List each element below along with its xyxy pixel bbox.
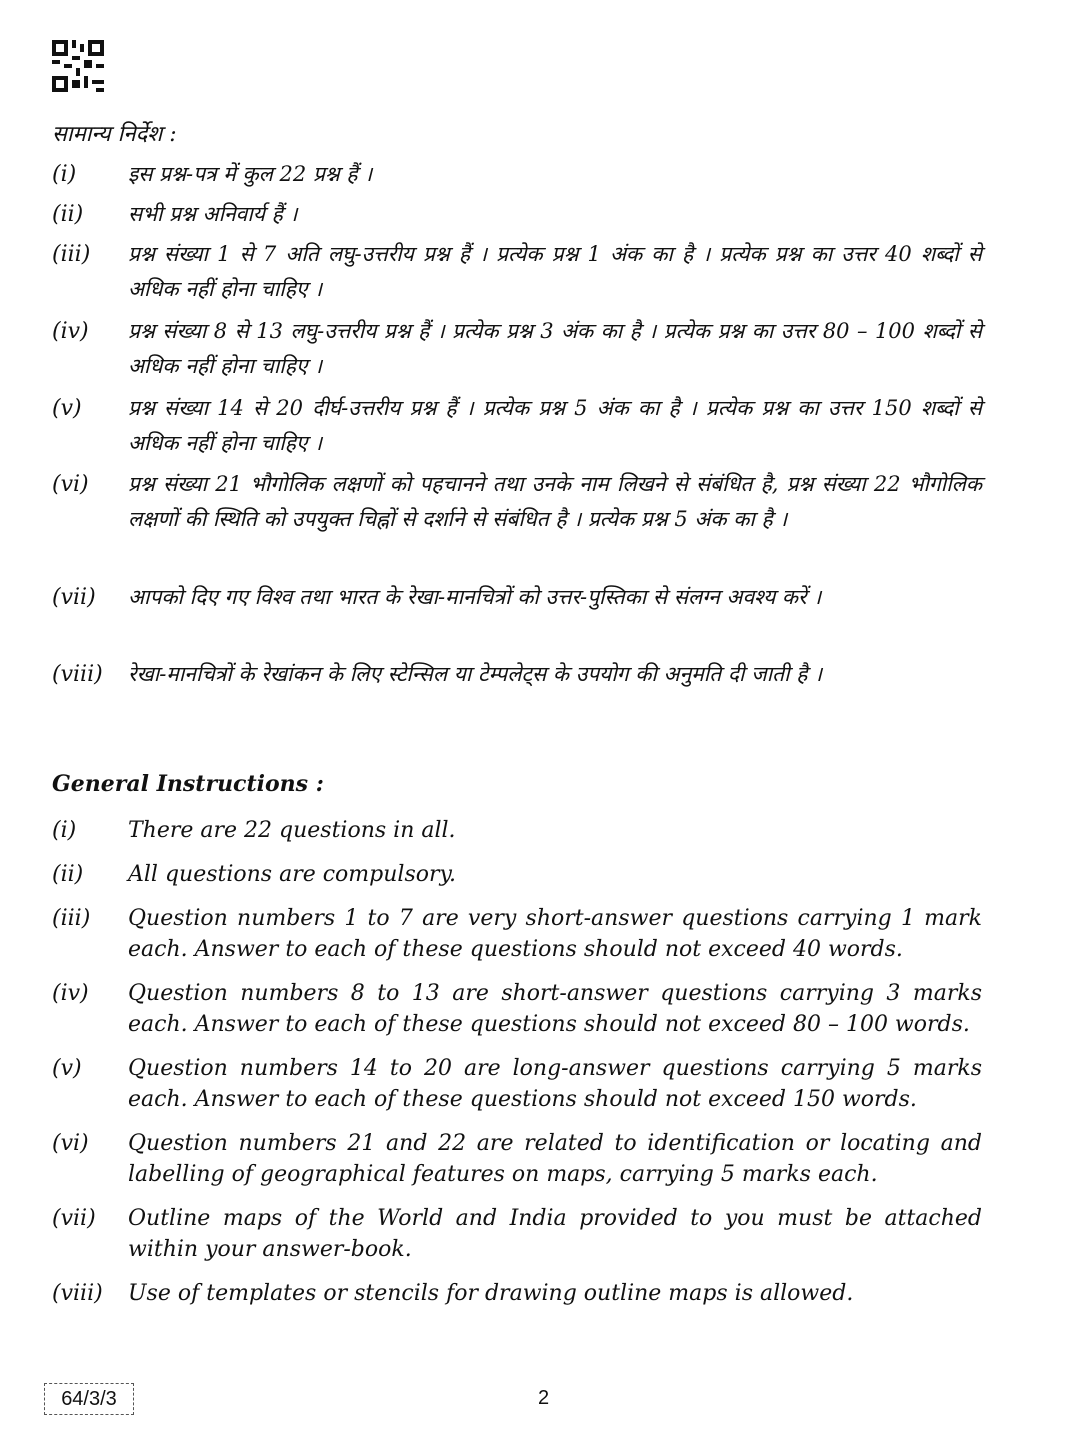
item-text: प्रश्न संख्या 21 भौगोलिक लक्षणों को पहचानने तथा उनके नाम लिखने से संबंधित है, प्रश्न संख्या 22 भौगोलिक लक्षणों की स्थिति को उपयुक्त चिह्नों से दर्शाने से संबंधित है । प्रत्येक प्रश्न 5 अंक का है । [128, 472, 982, 531]
item-text: All questions are compulsory. [128, 862, 457, 887]
item-text: प्रश्न संख्या 14 से 20 दीर्घ-उत्तरीय प्रश्न हैं । प्रत्येक प्रश्न 5 अंक का है । प्रत्येक प्रश्न का उत्तर 150 शब्दों से अधिक नहीं होना चाहिए । [128, 396, 982, 455]
item-number: (iv) [52, 981, 89, 1006]
item-number: (i) [52, 818, 77, 843]
item-text: Question numbers 8 to 13 are short-answer questions carrying 3 marks each. Answer to each of these questions should not exceed 80 – 100 words. [128, 981, 982, 1037]
item-text: Question numbers 14 to 20 are long-answer questions carrying 5 marks each. Answer to each of these questions should not exceed 150 words. [128, 1056, 982, 1112]
item-text: There are 22 questions in all. [128, 818, 456, 843]
item-text: रेखा-मानचित्रों के रेखांकन के लिए स्टेन्सिल या टेम्पलेट्स के उपयोग की अनुमति दी जाती है । [128, 662, 823, 686]
item-number: (ii) [52, 862, 84, 887]
item-text: Outline maps of the World and India provided to you must be attached within your answer-book. [128, 1206, 982, 1262]
item-number: (v) [52, 1056, 82, 1081]
item-text: इस प्रश्न-पत्र में कुल 22 प्रश्न हैं । [128, 162, 373, 186]
item-number: (vii) [52, 585, 96, 610]
item-text: सभी प्रश्न अनिवार्य हैं । [128, 202, 298, 226]
item-number: (iii) [52, 906, 91, 931]
item-number: (vi) [52, 472, 89, 497]
item-text: Question numbers 1 to 7 are very short-answer questions carrying 1 mark each. Answer to each of these questions should not exceed 40 words. [128, 906, 982, 962]
item-text: प्रश्न संख्या 8 से 13 लघु-उत्तरीय प्रश्न हैं । प्रत्येक प्रश्न 3 अंक का है । प्रत्येक प्रश्न का उत्तर 80 – 100 शब्दों से अधिक नहीं होना चाहिए । [128, 319, 982, 378]
item-number: (iii) [52, 242, 91, 267]
item-number: (viii) [52, 1281, 103, 1306]
page-number: 2 [538, 1387, 550, 1409]
item-number: (vi) [52, 1131, 89, 1156]
item-text: आपको दिए गए विश्व तथा भारत के रेखा-मानचित्रों को उत्तर-पुस्तिका से संलग्न अवश्य करें । [128, 585, 822, 609]
item-number: (viii) [52, 662, 103, 687]
qr-code-icon [52, 40, 104, 92]
item-text: Use of templates or stencils for drawing outline maps is allowed. [128, 1281, 854, 1306]
item-number: (vii) [52, 1206, 96, 1231]
paper-code: 64/3/3 [44, 1383, 134, 1415]
english-section-title: General Instructions : [52, 771, 324, 797]
item-number: (i) [52, 162, 77, 187]
item-number: (ii) [52, 202, 84, 227]
item-text: प्रश्न संख्या 1 से 7 अति लघु-उत्तरीय प्रश्न हैं । प्रत्येक प्रश्न 1 अंक का है । प्रत्येक प्रश्न का उत्तर 40 शब्दों से अधिक नहीं होना चाहिए । [128, 242, 982, 301]
item-text: Question numbers 21 and 22 are related to identification or locating and labelling of geographical features on maps, carrying 5 marks each. [128, 1131, 982, 1187]
item-number: (v) [52, 396, 82, 421]
hindi-section-title: सामान्य निर्देश : [52, 122, 177, 147]
item-number: (iv) [52, 319, 89, 344]
